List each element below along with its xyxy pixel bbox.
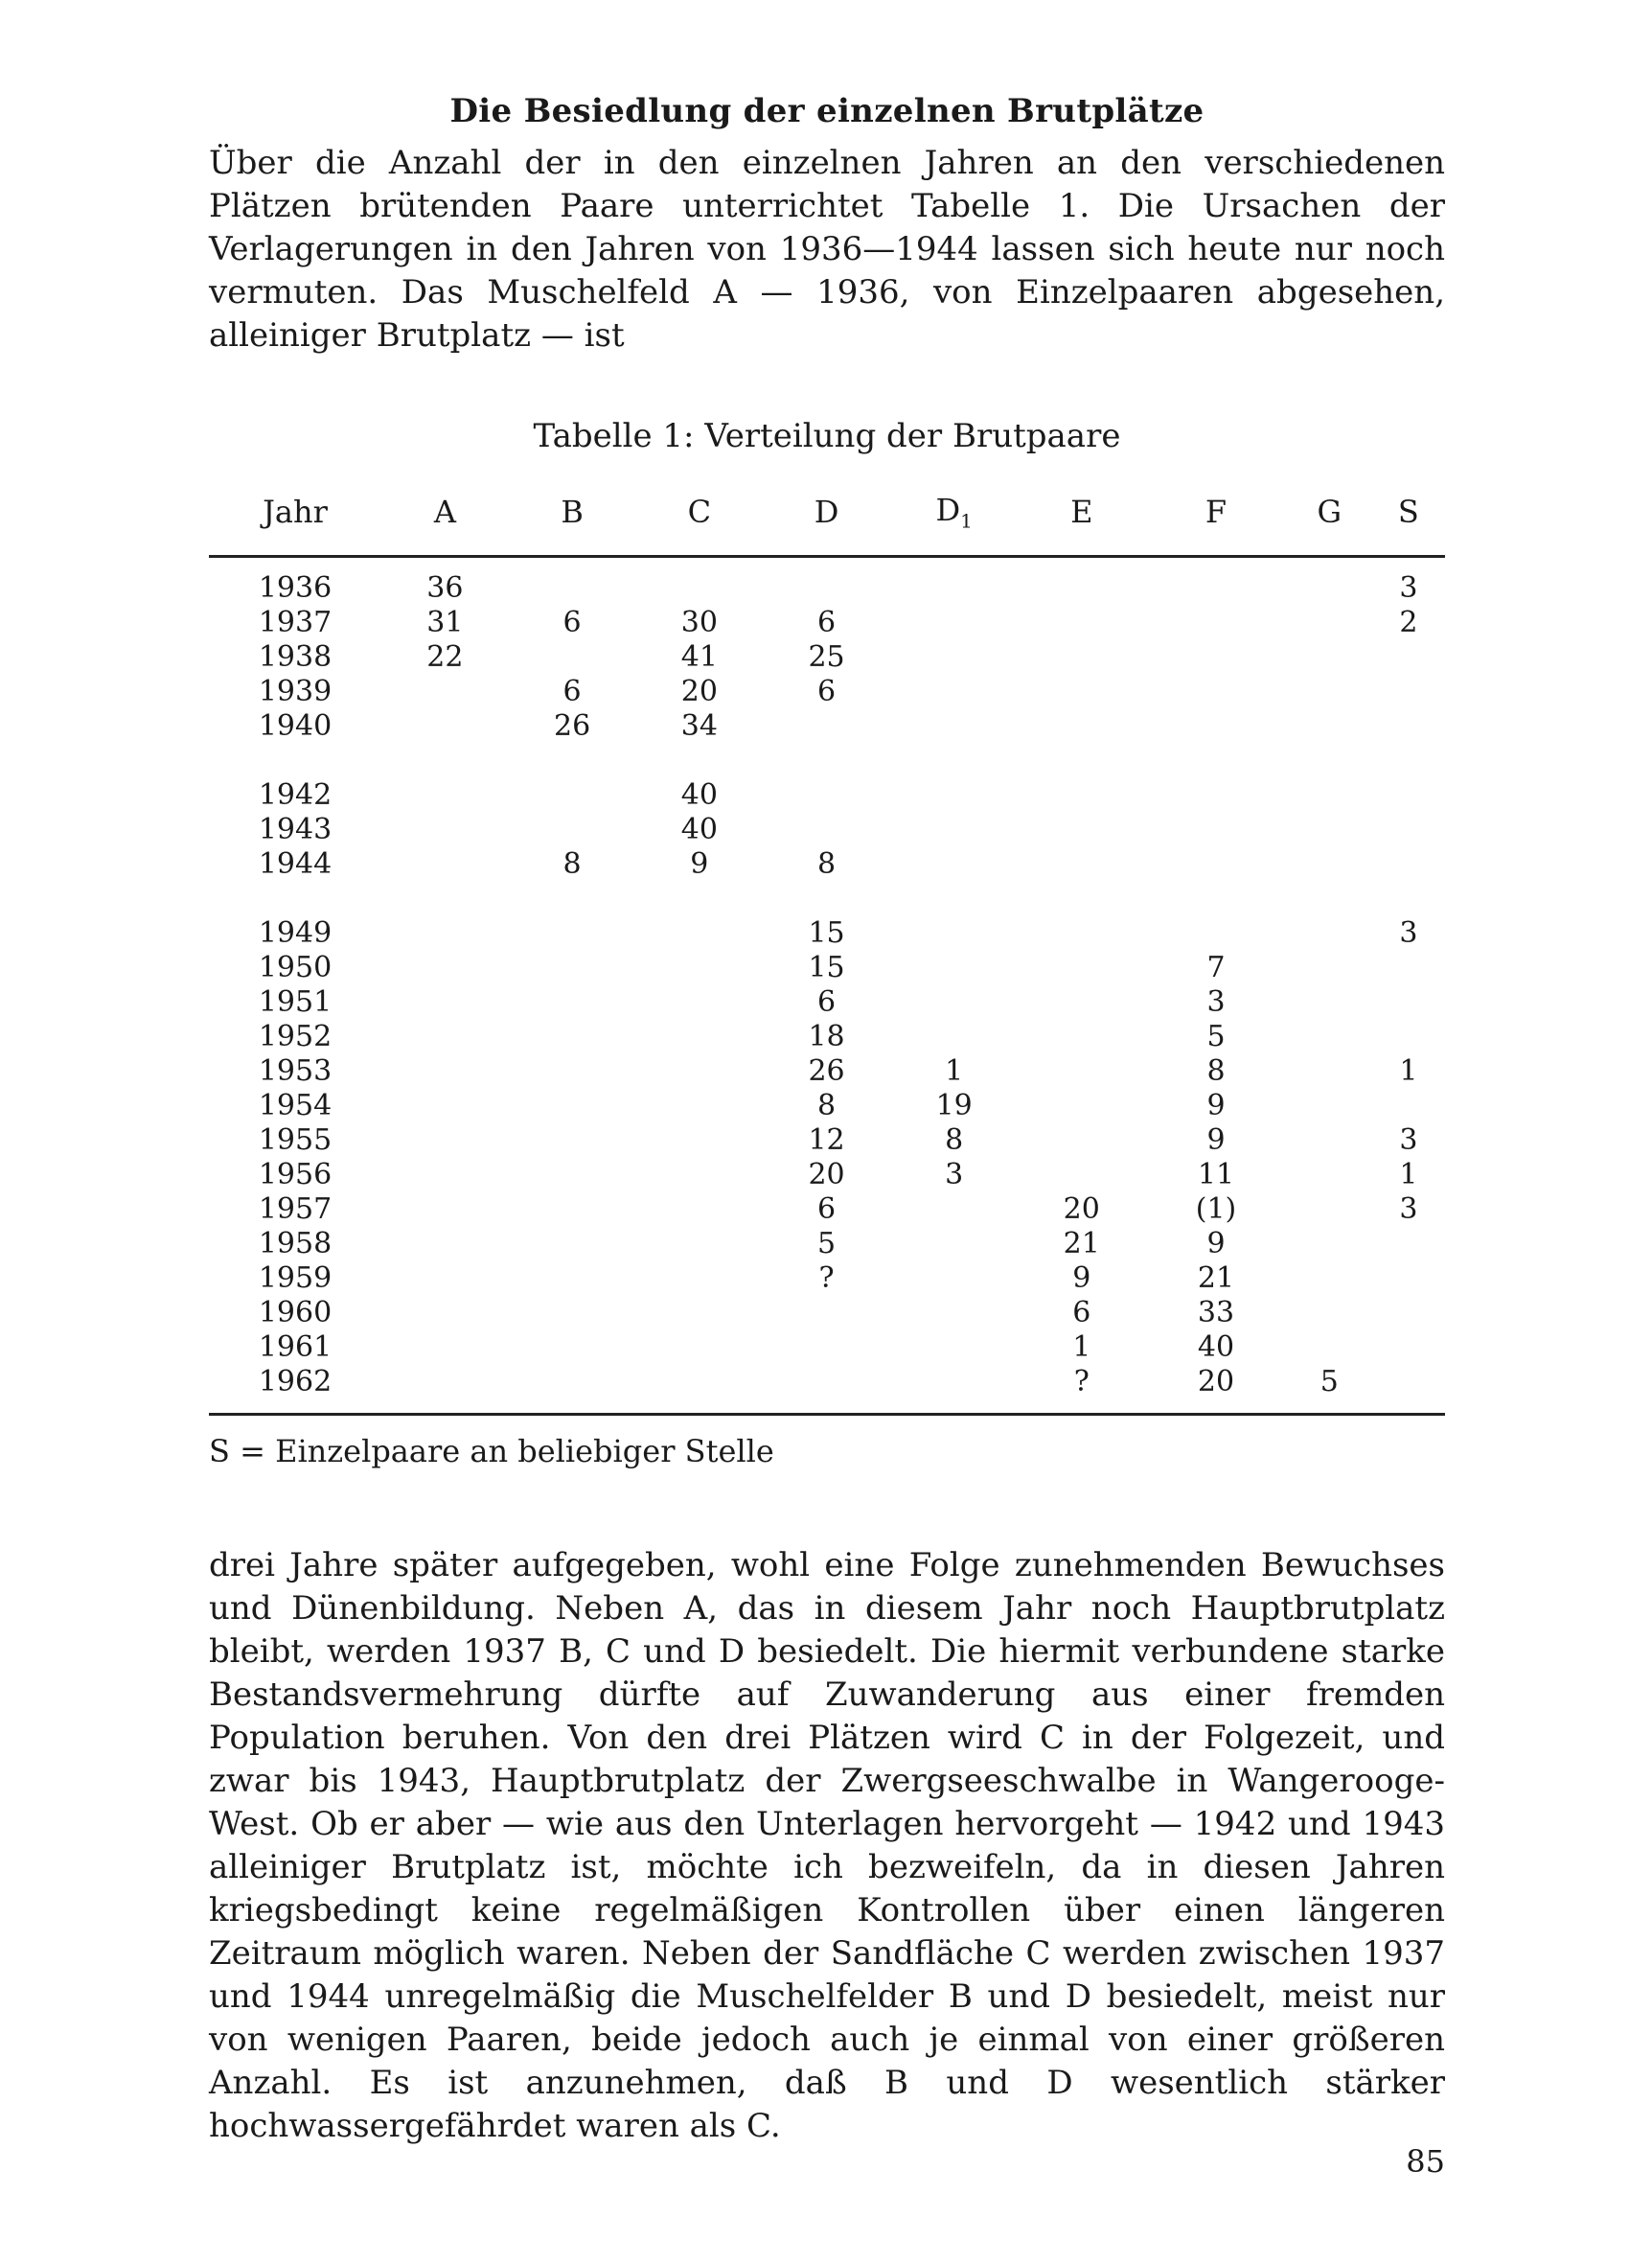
cell-a: 31 (426, 606, 464, 640)
cell-f: 5 (1206, 1020, 1226, 1054)
cell-g (1287, 1192, 1372, 1227)
cell-f (1145, 709, 1287, 744)
cell-b: 8 (562, 847, 582, 882)
cell-e (1018, 847, 1145, 882)
cell-s (1372, 1296, 1445, 1330)
header-f: F (1205, 494, 1228, 531)
cell-f: 33 (1197, 1296, 1235, 1330)
cell-s (1372, 709, 1445, 744)
cell-d1: 8 (945, 1123, 964, 1158)
cell-d (763, 1365, 890, 1415)
cell-a (381, 744, 509, 813)
cell-a (381, 1054, 509, 1089)
cell-e (1018, 1089, 1145, 1123)
cell-a (381, 1158, 509, 1192)
cell-e: 20 (1063, 1192, 1100, 1227)
cell-g (1287, 1227, 1372, 1261)
cell-year: 1951 (258, 985, 333, 1020)
cell-b (509, 985, 636, 1020)
cell-g (1287, 675, 1372, 709)
header-e: E (1070, 494, 1093, 531)
table-row (209, 847, 1445, 882)
cell-s (1372, 1330, 1445, 1365)
table-row (209, 640, 1445, 675)
table-row (209, 606, 1445, 640)
cell-year: 1956 (258, 1158, 333, 1192)
cell-g (1287, 1123, 1372, 1158)
cell-s: 1 (1399, 1158, 1418, 1192)
cell-f: 21 (1197, 1261, 1235, 1296)
cell-d1 (890, 675, 1018, 709)
cell-c: 34 (680, 709, 718, 744)
cell-s (1372, 1020, 1445, 1054)
header-c: C (687, 494, 712, 531)
table-row (209, 675, 1445, 709)
intro-paragraph: Über die Anzahl der in den einzelnen Jahren an den verschiedenen Plätzen brütenden Paare unterrichtet Tabelle 1. Die Ursachen der Verlagerungen in den Jahren von 1936—1944 lassen sich heute nur noch vermuten. Das Muschelfeld A — 1936, von Einzelpaaren abgesehen, alleiniger Brutplatz — ist (209, 144, 1445, 355)
cell-year: 1954 (258, 1089, 333, 1123)
cell-f (1145, 882, 1287, 951)
cell-f (1145, 813, 1287, 847)
table-row (209, 709, 1445, 744)
cell-d1 (890, 640, 1018, 675)
cell-e (1018, 1158, 1145, 1192)
table-header-row (209, 492, 1445, 557)
table-caption: Tabelle 1: Verteilung der Brutpaare (533, 417, 1121, 455)
cell-g (1287, 1158, 1372, 1192)
cell-g (1287, 985, 1372, 1020)
cell-d: 6 (817, 1192, 837, 1227)
cell-c (635, 882, 763, 951)
cell-s (1372, 813, 1445, 847)
cell-d: ? (818, 1261, 835, 1296)
cell-e (1018, 744, 1145, 813)
cell-a (381, 1192, 509, 1227)
cell-g (1287, 813, 1372, 847)
cell-b (509, 1261, 636, 1296)
cell-f (1145, 640, 1287, 675)
cell-e: 21 (1063, 1227, 1100, 1261)
cell-f: 9 (1206, 1123, 1226, 1158)
cell-c (635, 1330, 763, 1365)
cell-d: 8 (817, 1089, 837, 1123)
cell-f: 8 (1206, 1054, 1226, 1089)
cell-c: 41 (680, 640, 718, 675)
header-g: G (1317, 494, 1342, 531)
cell-d1 (890, 951, 1018, 985)
table-row (209, 1365, 1445, 1415)
cell-d1 (890, 847, 1018, 882)
cell-a (381, 709, 509, 744)
header-a: A (433, 494, 456, 531)
cell-c (635, 985, 763, 1020)
table-row (209, 951, 1445, 985)
cell-f: 7 (1206, 951, 1226, 985)
cell-d1 (890, 709, 1018, 744)
cell-e (1018, 813, 1145, 847)
cell-c (635, 1158, 763, 1192)
cell-e (1018, 1054, 1145, 1089)
cell-s: 3 (1399, 1192, 1418, 1227)
table-row (209, 1123, 1445, 1158)
header-d1-letter: D (935, 492, 961, 528)
cell-a (381, 1365, 509, 1415)
cell-d1 (890, 744, 1018, 813)
cell-a (381, 985, 509, 1020)
cell-d: 8 (817, 847, 837, 882)
cell-d1 (890, 1227, 1018, 1261)
cell-d: 6 (817, 606, 837, 640)
cell-d1 (890, 1020, 1018, 1054)
cell-year: 1949 (258, 916, 333, 951)
cell-c: 40 (680, 813, 718, 847)
cell-d: 5 (817, 1227, 837, 1261)
cell-c: 30 (680, 606, 718, 640)
cell-s (1372, 1261, 1445, 1296)
header-b: B (561, 494, 584, 531)
cell-e: ? (1073, 1365, 1090, 1399)
table-row (209, 1020, 1445, 1054)
cell-b (509, 640, 636, 675)
cell-c (635, 1192, 763, 1227)
cell-d: 12 (808, 1123, 845, 1158)
cell-c (635, 1020, 763, 1054)
cell-year: 1960 (258, 1296, 333, 1330)
cell-s: 1 (1399, 1054, 1418, 1089)
cell-d1 (890, 1296, 1018, 1330)
cell-b (509, 1296, 636, 1330)
cell-g (1287, 640, 1372, 675)
cell-a (381, 1261, 509, 1296)
cell-e: 1 (1072, 1330, 1091, 1365)
table-footnote: S = Einzelpaare an beliebiger Stelle (209, 1433, 774, 1470)
table-row (209, 813, 1445, 847)
table-row (209, 1054, 1445, 1089)
cell-d: 20 (808, 1158, 845, 1192)
cell-s: 3 (1399, 571, 1418, 606)
cell-c (635, 1089, 763, 1123)
table-row (209, 744, 1445, 813)
cell-e (1018, 640, 1145, 675)
cell-d (763, 709, 890, 744)
cell-c (635, 1296, 763, 1330)
cell-g (1287, 847, 1372, 882)
header-s: S (1397, 494, 1419, 531)
cell-s (1372, 1227, 1445, 1261)
cell-d (763, 744, 890, 813)
cell-a (381, 1123, 509, 1158)
cell-c (635, 951, 763, 985)
header-d1 (890, 492, 1018, 557)
cell-b (509, 1365, 636, 1415)
cell-d (763, 813, 890, 847)
cell-e (1018, 882, 1145, 951)
cell-a: 36 (426, 571, 464, 606)
header-jahr: Jahr (263, 494, 328, 531)
cell-f (1145, 847, 1287, 882)
cell-e (1018, 557, 1145, 607)
table-row (209, 1192, 1445, 1227)
cell-d (763, 1296, 890, 1330)
cell-year: 1955 (258, 1123, 333, 1158)
cell-d (763, 557, 890, 607)
cell-g (1287, 1020, 1372, 1054)
cell-s: 3 (1399, 916, 1418, 951)
table-row (209, 1296, 1445, 1330)
cell-g (1287, 1261, 1372, 1296)
cell-d: 18 (808, 1020, 845, 1054)
cell-year: 1940 (258, 709, 333, 744)
header-d: D (814, 494, 839, 531)
cell-b (509, 1089, 636, 1123)
cell-year: 1961 (258, 1330, 333, 1365)
cell-b (509, 1020, 636, 1054)
cell-c (635, 1054, 763, 1089)
cell-c (635, 1365, 763, 1415)
cell-year: 1950 (258, 951, 333, 985)
table-row (209, 882, 1445, 951)
cell-c (635, 1227, 763, 1261)
cell-s (1372, 951, 1445, 985)
cell-f: 20 (1197, 1365, 1235, 1399)
cell-year: 1952 (258, 1020, 333, 1054)
cell-e (1018, 951, 1145, 985)
breeding-pairs-table (209, 492, 1445, 1416)
cell-year: 1944 (258, 847, 333, 882)
cell-g (1287, 1089, 1372, 1123)
cell-c: 9 (690, 847, 709, 882)
cell-s: 2 (1399, 606, 1418, 640)
cell-b (509, 1192, 636, 1227)
cell-b (509, 1054, 636, 1089)
cell-d: 25 (808, 640, 845, 675)
cell-d1 (890, 557, 1018, 607)
cell-a (381, 1227, 509, 1261)
cell-b (509, 951, 636, 985)
cell-a (381, 1089, 509, 1123)
cell-b: 6 (562, 675, 582, 709)
cell-s (1372, 1365, 1445, 1415)
cell-a (381, 1330, 509, 1365)
cell-f (1145, 606, 1287, 640)
cell-d1 (890, 882, 1018, 951)
cell-f (1145, 744, 1287, 813)
cell-d1: 1 (945, 1054, 964, 1089)
header-d1-sub: 1 (960, 509, 973, 533)
cell-year: 1936 (258, 571, 333, 606)
cell-b (509, 1158, 636, 1192)
cell-e: 6 (1072, 1296, 1091, 1330)
cell-a: 22 (426, 640, 464, 675)
cell-a (381, 813, 509, 847)
cell-g (1287, 1054, 1372, 1089)
cell-c (635, 1123, 763, 1158)
cell-b (509, 813, 636, 847)
cell-year: 1953 (258, 1054, 333, 1089)
cell-f: (1) (1195, 1192, 1237, 1227)
cell-d: 15 (808, 951, 845, 985)
cell-b (509, 1330, 636, 1365)
cell-c: 20 (680, 675, 718, 709)
cell-year: 1959 (258, 1261, 333, 1296)
cell-d1 (890, 1330, 1018, 1365)
table-body (209, 557, 1445, 1415)
cell-e (1018, 985, 1145, 1020)
cell-b (509, 1123, 636, 1158)
table-row (209, 557, 1445, 607)
cell-g (1287, 606, 1372, 640)
cell-f: 9 (1206, 1089, 1226, 1123)
document-page (209, 92, 1445, 2148)
cell-year: 1957 (258, 1192, 333, 1227)
cell-d: 26 (808, 1054, 845, 1089)
cell-a (381, 951, 509, 985)
cell-b: 26 (554, 709, 591, 744)
cell-g (1287, 744, 1372, 813)
cell-d1 (890, 985, 1018, 1020)
cell-b (509, 882, 636, 951)
cell-g (1287, 951, 1372, 985)
page-number: 85 (1406, 2143, 1445, 2180)
table-row (209, 1158, 1445, 1192)
cell-a (381, 675, 509, 709)
cell-f (1145, 557, 1287, 607)
cell-f: 11 (1197, 1158, 1235, 1192)
cell-a (381, 1020, 509, 1054)
cell-s (1372, 640, 1445, 675)
cell-year: 1958 (258, 1227, 333, 1261)
cell-d1 (890, 1192, 1018, 1227)
cell-year: 1938 (258, 640, 333, 675)
table-row (209, 985, 1445, 1020)
section-heading: Die Besiedlung der einzelnen Brutplätze (449, 92, 1205, 130)
table-row (209, 1330, 1445, 1365)
cell-e: 9 (1072, 1261, 1091, 1296)
cell-f: 9 (1206, 1227, 1226, 1261)
cell-g (1287, 1296, 1372, 1330)
cell-f: 40 (1197, 1330, 1235, 1365)
cell-s (1372, 744, 1445, 813)
cell-e (1018, 675, 1145, 709)
table-row (209, 1261, 1445, 1296)
cell-b (509, 557, 636, 607)
cell-b: 6 (562, 606, 582, 640)
cell-a (381, 1296, 509, 1330)
cell-c (635, 1261, 763, 1296)
cell-d1 (890, 1261, 1018, 1296)
cell-g (1287, 709, 1372, 744)
body-paragraph: drei Jahre später aufgegeben, wohl eine Folge zunehmenden Bewuchses und Dünenbildung. Neben A, das in diesem Jahr noch Hauptbrutplatz bleibt, werden 1937 B, C und D besiedelt. Die hiermit verbundene starke Bestandsvermehrung dürfte auf Zuwanderung aus einer fremden Population beruhen. Von den drei Plätzen wird C in der Folgezeit, und zwar bis 1943, Hauptbrutplatz der Zwergseeschwalbe in Wangerooge-West. Ob er aber — wie aus den Unterlagen hervorgeht — 1942 und 1943 alleiniger Brutplatz ist, möchte ich bezweifeln, da in diesen Jahren kriegsbedingt keine regelmäßigen Kontrollen über einen längeren Zeitraum möglich waren. Neben der Sandfläche C werden zwischen 1937 und 1944 unregelmäßig die Muschelfelder B und D besiedelt, meist nur von wenigen Paaren, beide jedoch auch je einmal von einer größeren Anzahl. Es ist anzunehmen, daß B und D wesentlich stärker hochwassergefährdet waren als C. (209, 1546, 1445, 2146)
cell-b (509, 1227, 636, 1261)
cell-year: 1962 (258, 1365, 333, 1399)
cell-a (381, 847, 509, 882)
cell-year: 1939 (258, 675, 333, 709)
cell-a (381, 882, 509, 951)
cell-year: 1942 (258, 778, 333, 813)
cell-s (1372, 675, 1445, 709)
cell-s: 3 (1399, 1123, 1418, 1158)
table-row (209, 1089, 1445, 1123)
cell-s (1372, 985, 1445, 1020)
cell-g: 5 (1319, 1365, 1339, 1399)
cell-b (509, 744, 636, 813)
cell-d1: 19 (935, 1089, 973, 1123)
cell-c: 40 (680, 778, 718, 813)
cell-year: 1937 (258, 606, 333, 640)
cell-e (1018, 1020, 1145, 1054)
cell-s (1372, 1089, 1445, 1123)
cell-d (763, 1330, 890, 1365)
cell-d1 (890, 606, 1018, 640)
cell-f (1145, 675, 1287, 709)
cell-e (1018, 606, 1145, 640)
cell-d: 6 (817, 985, 837, 1020)
cell-s (1372, 847, 1445, 882)
cell-year: 1943 (258, 813, 333, 847)
cell-d: 6 (817, 675, 837, 709)
cell-e (1018, 709, 1145, 744)
cell-d1: 3 (945, 1158, 964, 1192)
cell-g (1287, 882, 1372, 951)
cell-e (1018, 1123, 1145, 1158)
cell-f: 3 (1206, 985, 1226, 1020)
cell-g (1287, 1330, 1372, 1365)
cell-d: 15 (808, 916, 845, 951)
cell-d1 (890, 1365, 1018, 1415)
cell-g (1287, 557, 1372, 607)
cell-c (635, 557, 763, 607)
cell-d1 (890, 813, 1018, 847)
table-row (209, 1227, 1445, 1261)
